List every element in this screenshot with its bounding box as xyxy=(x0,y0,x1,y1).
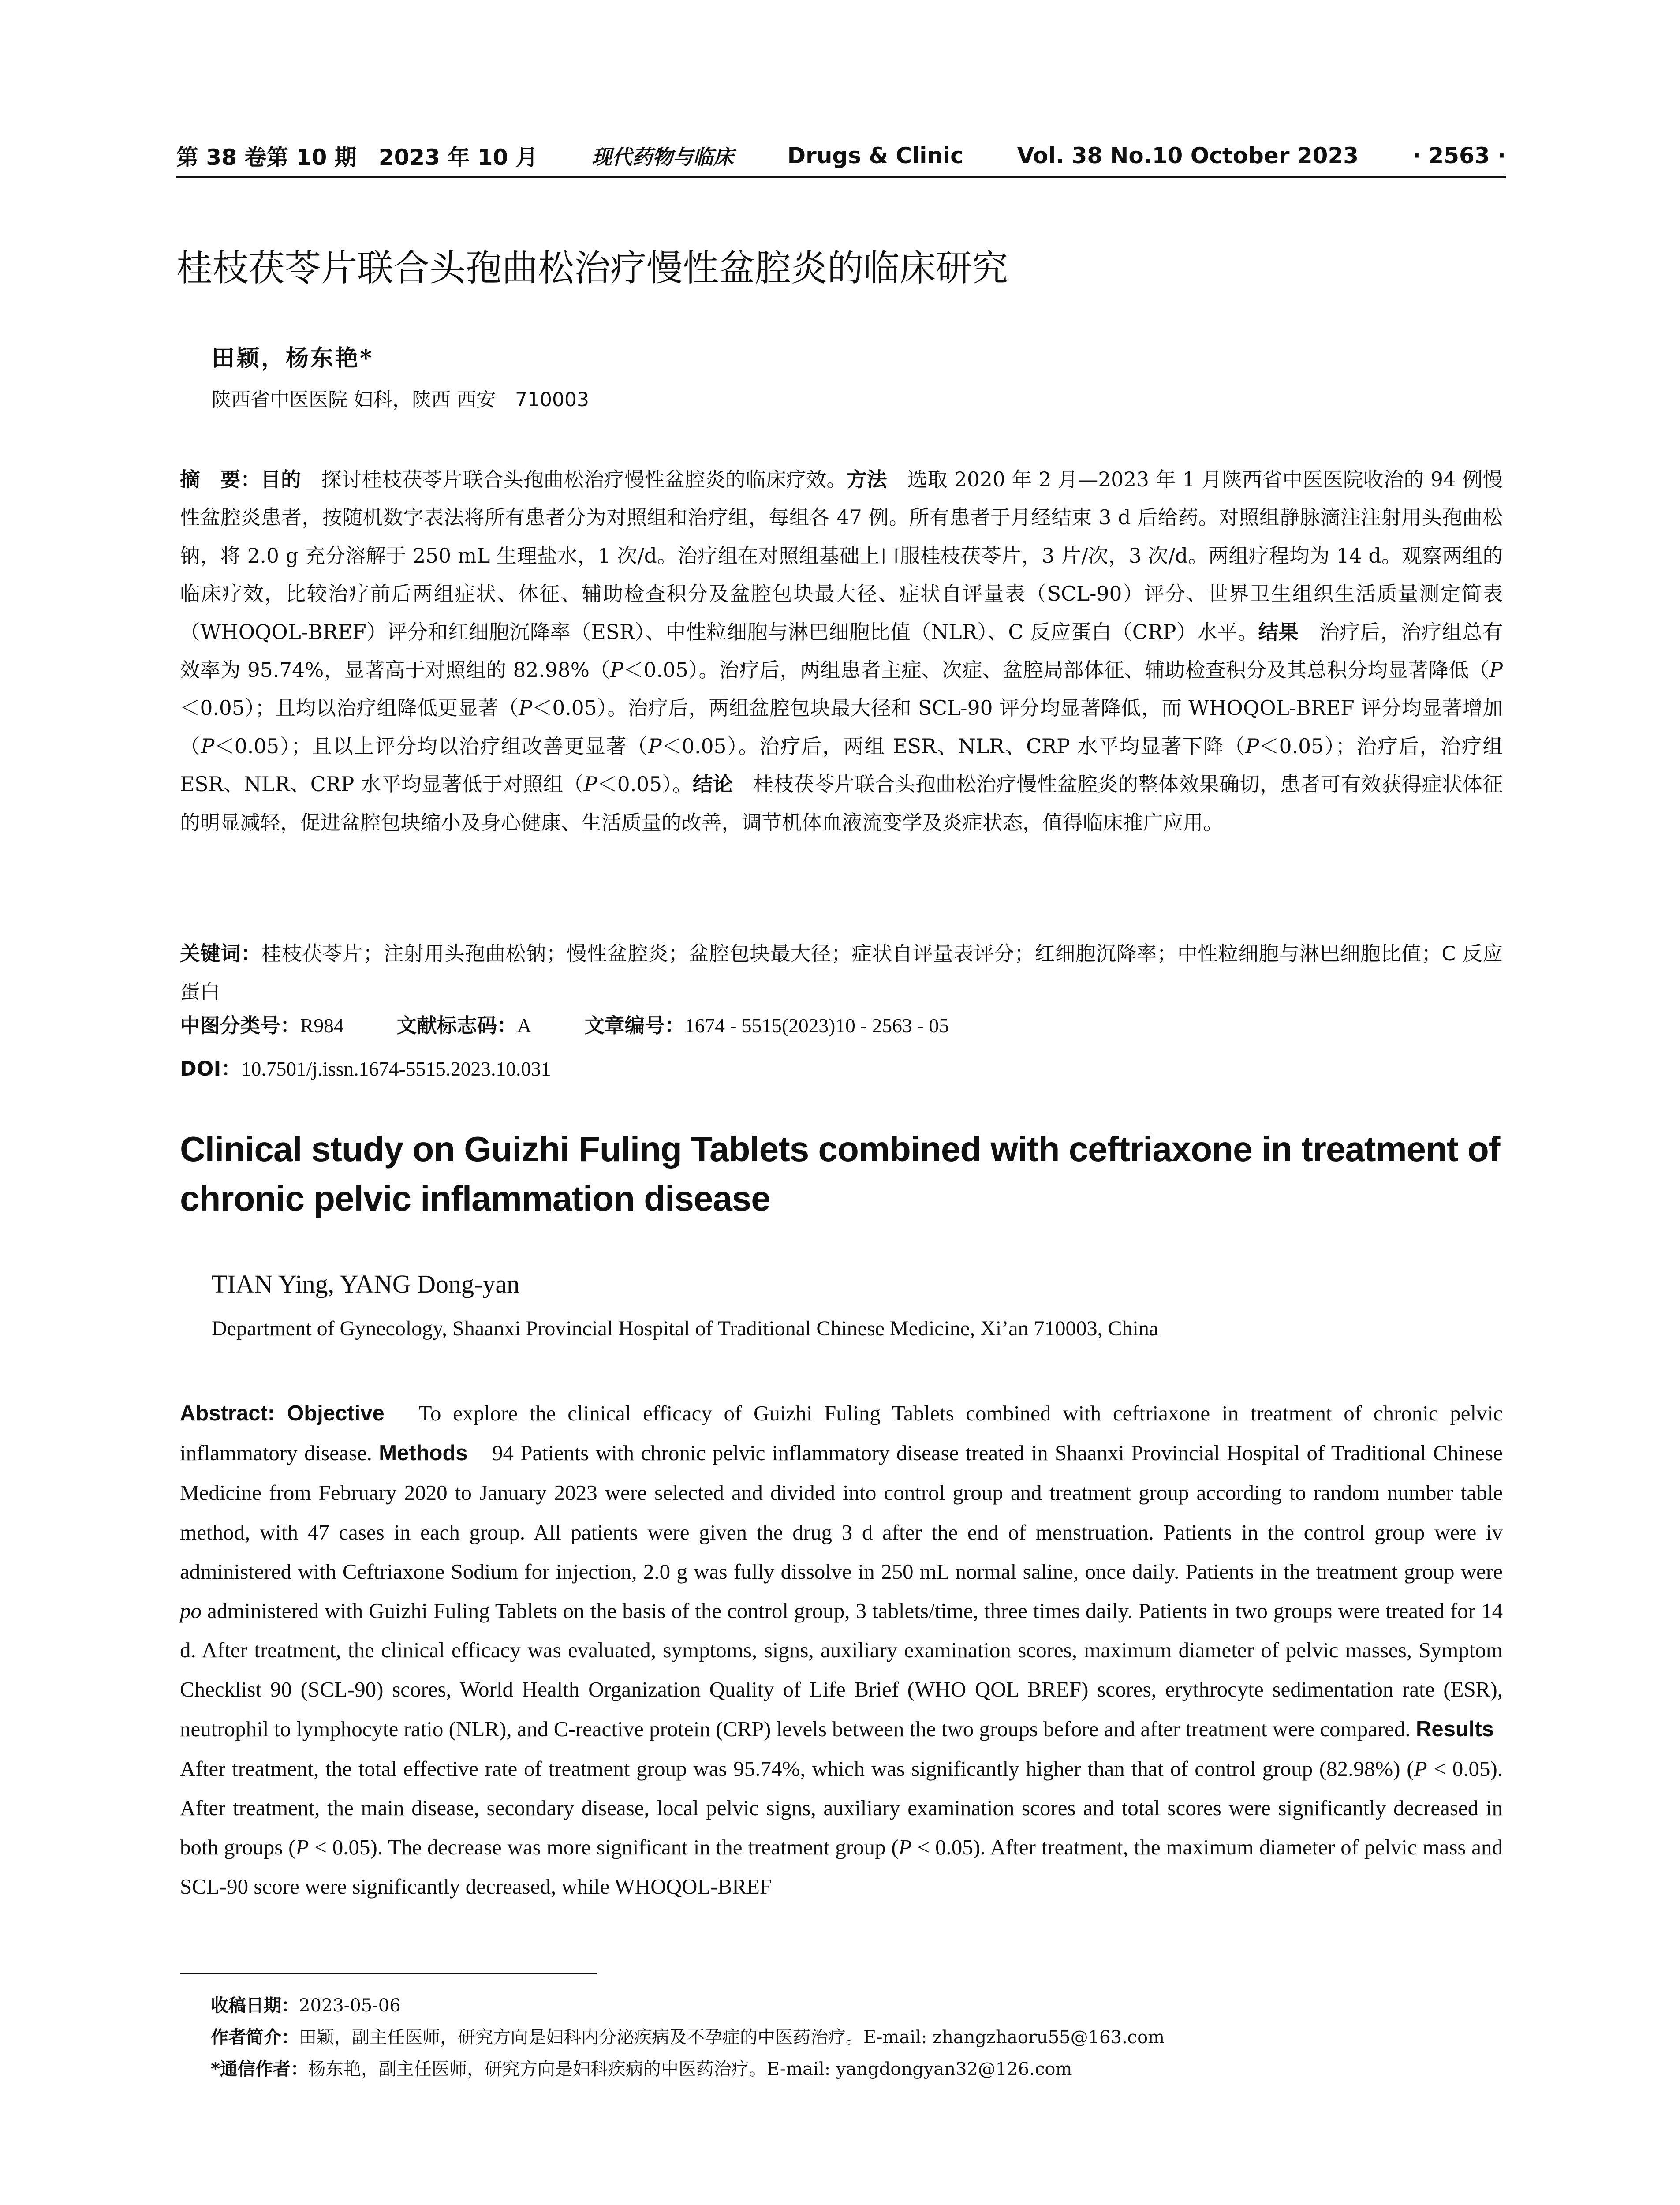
corresponding-label: *通信作者： xyxy=(211,2059,308,2079)
clc-label: 中图分类号： xyxy=(180,1014,301,1037)
cn-results-text: ＜0.05）。治疗后，两组 ESR、NLR、CRP 水平均显著下降（ xyxy=(661,734,1246,758)
author-bio-label: 作者简介： xyxy=(211,2027,299,2048)
p-value-symbol: P xyxy=(898,1835,912,1860)
doc-code-value: A xyxy=(517,1014,532,1037)
footnote-divider xyxy=(180,1973,597,1974)
cn-classification-row xyxy=(180,1013,1503,1039)
p-value-symbol: P xyxy=(1414,1756,1427,1781)
en-abstract xyxy=(180,1394,1516,1906)
cn-keywords xyxy=(180,935,1503,1011)
cn-keywords-label: 关键词： xyxy=(180,942,261,965)
p-value-symbol: P xyxy=(648,734,662,758)
doi-row xyxy=(180,1056,551,1082)
header-journal-cn: 现代药物与临床 xyxy=(591,145,734,169)
doi-value: 10.7501/j.issn.1674-5515.2023.10.031 xyxy=(241,1058,551,1080)
p-value-symbol: P xyxy=(583,773,597,796)
p-value-symbol: P xyxy=(1245,734,1259,758)
p-value-symbol: P xyxy=(610,658,624,682)
cn-results-text: 治疗后，治疗组总有效率为 95.74%，显著高于对照组的 82.98%（ xyxy=(180,620,1503,682)
cn-results-text: ＜0.05）；且以上评分均以治疗组改善更显著（ xyxy=(214,734,649,758)
running-header xyxy=(176,140,1506,178)
cn-abstract-label: 摘 要： xyxy=(180,468,261,491)
cn-results-text: ＜0.05）；且均以治疗组降低更显著（ xyxy=(180,696,519,720)
cn-results-text: ＜0.05）。 xyxy=(597,773,693,796)
po-abbrev: po xyxy=(180,1599,202,1623)
p-value-symbol: P xyxy=(519,696,532,720)
cn-title: 桂枝茯苓片联合头孢曲松治疗慢性盆腔炎的临床研究 xyxy=(176,247,1008,289)
p-value-symbol: P xyxy=(201,734,215,758)
cn-results-label: 结果 xyxy=(1258,620,1299,644)
en-results-text: After treatment, the total effective rate of treatment group was 95.74%, which was significantly higher than that of control group (82.98%) ( xyxy=(180,1716,1516,1781)
clc-value: R984 xyxy=(300,1014,344,1037)
doi-label: DOI： xyxy=(180,1057,241,1080)
article-no-label: 文章编号： xyxy=(584,1014,685,1037)
en-objective-text: To explore the clinical efficacy of Guizhi Fuling Tablets combined with ceftriaxone in treatment of chronic pelvic inflammatory disease. xyxy=(180,1401,1503,1465)
p-value-symbol: P xyxy=(295,1835,309,1860)
cn-objective-text: 探讨桂枝茯苓片联合头孢曲松治疗慢性盆腔炎的临床疗效。 xyxy=(301,468,847,491)
received-date: 2023-05-06 xyxy=(299,1996,401,2016)
cn-authors: 田颖，杨东艳* xyxy=(212,345,374,372)
en-results-text: < 0.05). After treatment, the main disease, secondary disease, local pelvic signs, auxiliary examination scores and total scores were significantly decreased in both groups ( xyxy=(180,1756,1503,1860)
cn-objective-label: 目的 xyxy=(261,468,301,491)
header-volume-en: Vol. 38 No.10 October 2023 xyxy=(1017,142,1359,168)
p-value-symbol: P xyxy=(1489,658,1503,682)
header-page-number: · 2563 · xyxy=(1412,142,1506,168)
footnote-received xyxy=(211,1990,1503,2022)
cn-results-text: ＜0.05）；治疗后，治疗组 ESR、NLR、CRP 水平均显著低于对照组（ xyxy=(180,734,1503,796)
header-journal-en: Drugs & Clinic xyxy=(787,142,963,168)
cn-results-text: ＜0.05）。治疗后，两组患者主症、次症、盆腔局部体征、辅助检查积分及其总积分均显著降低（ xyxy=(623,658,1490,682)
cn-abstract xyxy=(180,461,1503,842)
cn-results-text: ＜0.05）。治疗后，两组盆腔包块最大径和 SCL-90 评分均显著降低，而 WHOQOL-BREF 评分均显著增加（ xyxy=(180,696,1503,758)
cn-affiliation: 陕西省中医医院 妇科，陕西 西安 710003 xyxy=(212,389,589,411)
en-results-text: < 0.05). After treatment, the maximum diameter of pelvic mass and SCL-90 score were significantly decreased, while WHOQOL-BREF xyxy=(180,1835,1503,1899)
cn-conclusion-text: 桂枝茯苓片联合头孢曲松治疗慢性盆腔炎的整体效果确切，患者可有效获得症状体征的明显减轻，促进盆腔包块缩小及身心健康、生活质量的改善，调节机体血液流变学及炎症状态，值得临床推广应用。 xyxy=(180,773,1503,834)
en-affiliation: Department of Gynecology, Shaanxi Provincial Hospital of Traditional Chinese Medicine, Xi’an 710003, China xyxy=(212,1317,1159,1340)
en-methods-label: Methods xyxy=(379,1441,468,1465)
en-title: Clinical study on Guizhi Fuling Tablets combined with ceftriaxone in treatment of chronic pelvic inflammation disease xyxy=(180,1129,1500,1218)
corresponding-text: 杨东艳，副主任医师，研究方向是妇科疾病的中医药治疗。E-mail: yangdongyan32@126.com xyxy=(308,2059,1072,2079)
footnote-corresponding xyxy=(211,2053,1503,2085)
author-bio-text: 田颖，副主任医师，研究方向是妇科内分泌疾病及不孕症的中医药治疗。E-mail: zhangzhaoru55@163.com xyxy=(299,2027,1165,2048)
en-results-label: Results xyxy=(1415,1717,1494,1741)
en-abstract-label: Abstract: Objective xyxy=(180,1401,385,1425)
en-methods-text: 94 Patients with chronic pelvic inflammatory disease treated in Shaanxi Provincial Hospital of Traditional Chinese Medicine from February 2020 to January 2023 were selected and divided into control group and treatment group according to random number table method, with 47 cases in each group. All patients were given the drug 3 d after the end of menstruation. Patients in the control group were iv administered with Ceftriaxone Sodium for injection, 2.0 g was fully dissolve in 250 mL normal saline, once daily. Patients in the treatment group were xyxy=(180,1441,1503,1584)
header-volume-cn: 第 38 卷第 10 期 2023 年 10 月 xyxy=(176,144,538,170)
footnote-author-bio xyxy=(211,2022,1503,2053)
doc-code-label: 文献标志码： xyxy=(396,1014,517,1037)
article-no-value: 1674 - 5515(2023)10 - 2563 - 05 xyxy=(685,1014,949,1037)
footnotes xyxy=(211,1990,1503,2085)
en-methods-text: administered with Guizhi Fuling Tablets on the basis of the control group, 3 tablets/time, three times daily. Patients in two groups were treated for 14 d. After treatment, the clinical efficacy was evaluated, symptoms, signs, auxiliary examination scores, maximum diameter of pelvic masses, Symptom Checklist 90 (SCL-90) scores, World Health Organization Quality of Life Brief (WHO QOL BREF) scores, erythrocyte sedimentation rate (ESR), neutrophil to lymphocyte ratio (NLR), and C-reactive protein (CRP) levels between the two groups before and after treatment were compared. xyxy=(180,1599,1503,1741)
en-results-text: < 0.05). The decrease was more significant in the treatment group ( xyxy=(309,1835,899,1860)
cn-methods-label: 方法 xyxy=(847,468,887,491)
received-label: 收稿日期： xyxy=(211,1996,299,2016)
en-authors: TIAN Ying, YANG Dong-yan xyxy=(212,1270,520,1298)
cn-keywords-text: 桂枝茯苓片；注射用头孢曲松钠；慢性盆腔炎；盆腔包块最大径；症状自评量表评分；红细胞沉降率；中性粒细胞与淋巴细胞比值；C 反应蛋白 xyxy=(180,942,1503,1003)
cn-conclusion-label: 结论 xyxy=(692,773,733,796)
cn-methods-text: 选取 2020 年 2 月—2023 年 1 月陕西省中医医院收治的 94 例慢性盆腔炎患者，按随机数字表法将所有患者分为对照组和治疗组，每组各 47 例。所有患者于月经结束 3 d 后给药。对照组静脉滴注注射用头孢曲松钠，将 2.0 g 充分溶解于 250 mL 生理盐水，1 次/d。治疗组在对照组基础上口服桂枝茯苓片，3 片/次，3 次/d。两组疗程均为 14 d。观察两组的临床疗效，比较治疗前后两组症状、体征、辅助检查积分及盆腔包块最大径、症状自评量表（SCL-90）评分、世界卫生组织生活质量测定简表（WHOQOL-BREF）评分和红细胞沉降率（ESR）、中性粒细胞与淋巴细胞比值（NLR）、C 反应蛋白（CRP）水平。 xyxy=(180,468,1503,644)
